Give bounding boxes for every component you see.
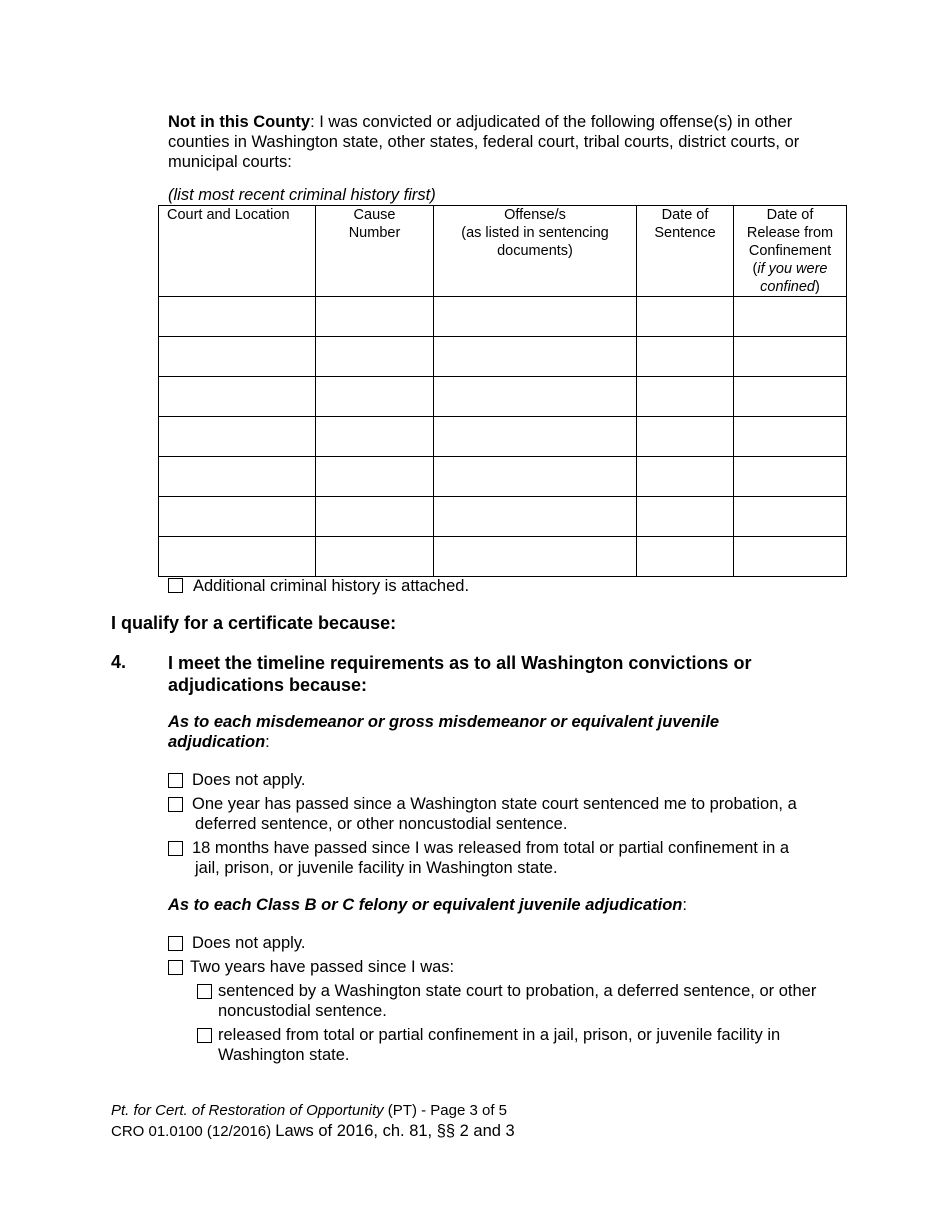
additional-history-label: Additional criminal history is attached. bbox=[193, 577, 470, 595]
table-cell[interactable] bbox=[434, 297, 637, 337]
table-cell[interactable] bbox=[734, 337, 847, 377]
felony-option-two-years: Two years have passed since I was: bbox=[168, 957, 848, 977]
qualify-heading: I qualify for a certificate because: bbox=[111, 613, 397, 633]
felony-two-years-checkbox[interactable] bbox=[168, 960, 183, 975]
table-cell[interactable] bbox=[316, 297, 434, 337]
header-offenses: Offense/s (as listed in sentencing documents) bbox=[434, 206, 637, 297]
felony-sentenced-checkbox[interactable] bbox=[197, 984, 212, 999]
table-cell[interactable] bbox=[434, 497, 637, 537]
section-title: I meet the timeline requirements as to all Washington convictions or adjudications because: bbox=[168, 653, 752, 695]
table-cell[interactable] bbox=[159, 457, 316, 497]
table-cell[interactable] bbox=[734, 537, 847, 577]
intro-paragraph bbox=[168, 112, 848, 172]
misdemeanor-option-does-not-apply: Does not apply. bbox=[168, 770, 848, 790]
table-cell[interactable] bbox=[159, 417, 316, 457]
table-cell[interactable] bbox=[637, 377, 734, 417]
table-cell[interactable] bbox=[159, 537, 316, 577]
footer-title: Pt. for Cert. of Restoration of Opportunity (PT) - Page 3 of 5 bbox=[111, 1102, 508, 1119]
table-cell[interactable] bbox=[434, 537, 637, 577]
table-cell[interactable] bbox=[637, 417, 734, 457]
table-cell[interactable] bbox=[316, 337, 434, 377]
misdemeanor-18-months-checkbox[interactable] bbox=[168, 841, 183, 856]
table-cell[interactable] bbox=[637, 497, 734, 537]
table-cell[interactable] bbox=[734, 417, 847, 457]
table-cell[interactable] bbox=[159, 337, 316, 377]
header-date-of-release: Date of Release from Confinement (if you were confined) bbox=[734, 206, 847, 297]
table-row bbox=[159, 297, 847, 337]
felony-option-does-not-apply: Does not apply. bbox=[168, 933, 848, 953]
felony-heading: As to each Class B or C felony or equivalent juvenile adjudication: bbox=[168, 896, 687, 914]
intro-text: : I was convicted or adjudicated of the following offense(s) in other counties in Washington state, other states, federal court, tribal courts, district courts, or municipal courts: bbox=[168, 113, 800, 171]
list-note: (list most recent criminal history first) bbox=[168, 186, 436, 204]
table-cell[interactable] bbox=[434, 337, 637, 377]
table-cell[interactable] bbox=[637, 337, 734, 377]
table-cell[interactable] bbox=[734, 497, 847, 537]
table-row bbox=[159, 457, 847, 497]
table-cell[interactable] bbox=[434, 457, 637, 497]
table-cell[interactable] bbox=[434, 377, 637, 417]
misdemeanor-one-year-checkbox[interactable] bbox=[168, 797, 183, 812]
section-number: 4. bbox=[111, 652, 127, 672]
table-cell[interactable] bbox=[637, 457, 734, 497]
table-cell[interactable] bbox=[316, 377, 434, 417]
header-court-location: Court and Location bbox=[159, 206, 316, 297]
table-row bbox=[159, 377, 847, 417]
table-cell[interactable] bbox=[734, 457, 847, 497]
felony-does-not-apply-checkbox[interactable] bbox=[168, 936, 183, 951]
table-cell[interactable] bbox=[316, 537, 434, 577]
table-cell[interactable] bbox=[637, 537, 734, 577]
misdemeanor-option-18-months: 18 months have passed since I was released from total or partial confinement in a jail, prison, or juvenile facility in Washington state. bbox=[168, 838, 848, 878]
misdemeanor-option-one-year: One year has passed since a Washington state court sentenced me to probation, a deferred sentence, or other noncustodial sentence. bbox=[168, 794, 848, 834]
table-cell[interactable] bbox=[434, 417, 637, 457]
additional-history-row bbox=[168, 576, 469, 596]
table-row bbox=[159, 417, 847, 457]
header-date-of-sentence: Date of Sentence bbox=[637, 206, 734, 297]
footer-code: CRO 01.0100 (12/2016) Laws of 2016, ch. 81, §§ 2 and 3 bbox=[111, 1122, 515, 1140]
intro-heading: Not in this County bbox=[168, 113, 311, 131]
table-cell[interactable] bbox=[637, 297, 734, 337]
felony-released-checkbox[interactable] bbox=[197, 1028, 212, 1043]
table-cell[interactable] bbox=[159, 377, 316, 417]
table-cell[interactable] bbox=[316, 457, 434, 497]
table-cell[interactable] bbox=[159, 297, 316, 337]
table-row bbox=[159, 497, 847, 537]
table-row bbox=[159, 337, 847, 377]
table-cell[interactable] bbox=[734, 377, 847, 417]
felony-sub-option-sentenced: sentenced by a Washington state court to probation, a deferred sentence, or other noncustodial sentence. bbox=[197, 981, 847, 1021]
table-row bbox=[159, 537, 847, 577]
additional-history-checkbox[interactable] bbox=[168, 578, 183, 593]
table-cell[interactable] bbox=[734, 297, 847, 337]
criminal-history-table bbox=[158, 205, 847, 577]
misdemeanor-heading: As to each misdemeanor or gross misdemeanor or equivalent juvenile adjudication: bbox=[168, 713, 720, 751]
header-cause-number: Cause Number bbox=[316, 206, 434, 297]
misdemeanor-does-not-apply-checkbox[interactable] bbox=[168, 773, 183, 788]
table-cell[interactable] bbox=[316, 417, 434, 457]
felony-sub-option-released: released from total or partial confinement in a jail, prison, or juvenile facility in Washington state. bbox=[197, 1025, 847, 1065]
table-cell[interactable] bbox=[316, 497, 434, 537]
table-cell[interactable] bbox=[159, 497, 316, 537]
